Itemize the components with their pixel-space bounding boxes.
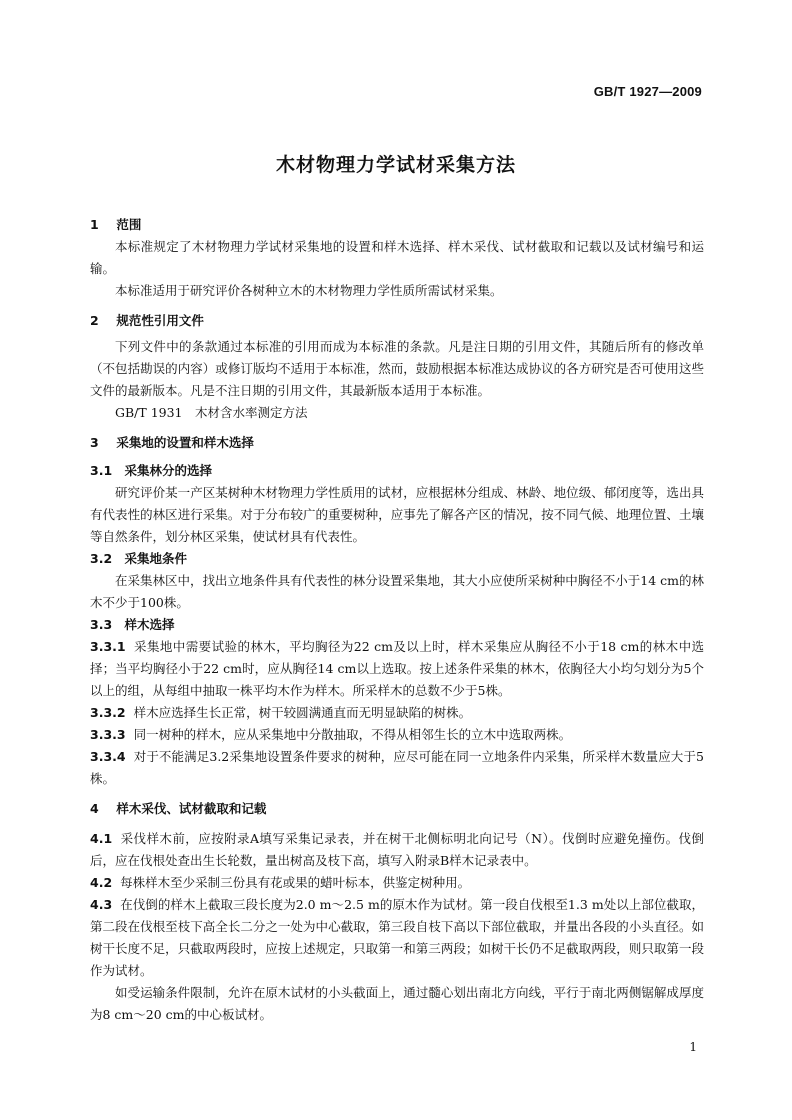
section-1-heading — [90, 214, 704, 236]
section-number: 3 — [90, 435, 99, 450]
clause-number: 4.2 — [90, 875, 113, 890]
paragraph: 本标准适用于研究评价各树种立木的木材物理力学性质所需试材采集。 — [115, 283, 503, 298]
paragraph: 本标准规定了木材物理力学试材采集地的设置和样木选择、样木采伐、试材截取和记载以及试材编号和运输。 — [90, 239, 704, 276]
reference-item: GB/T 1931 木材含水率测定方法 — [115, 405, 308, 420]
clause-3-3-4 — [90, 746, 704, 790]
section-title: 采集地的设置和样木选择 — [116, 435, 254, 450]
clause-text: 在伐倒的样木上截取三段长度为2.0 m～2.5 m的原木作为试材。第一段自伐根至1.3 m处以上部位截取，第二段在伐根至枝下高全长二分之一处为中心截取，第三段自枝下高以下部位截取，并量出各段的小头直径。如树干长度不足，只截取两段时，应按上述规定，只取第一和第三两段；如树干长仍不足截取两段，则只取第一段作为试材。 — [90, 897, 704, 978]
subsection-title: 采集地条件 — [124, 551, 188, 566]
clause-number: 3.3.2 — [90, 705, 126, 720]
subsection-number: 3.3 — [90, 617, 113, 632]
clause-text: 样木应选择生长正常，树干较圆满通直而无明显缺陷的树株。 — [133, 705, 472, 720]
subsection-title: 样木选择 — [124, 617, 175, 632]
clause-text: 采伐样木前，应按附录A填写采集记录表，并在树干北侧标明北向记号（N）。伐倒时应避免撞伤。伐倒后，应在伐根处查出生长轮数，量出树高及枝下高，填写入附录B样木记录表中。 — [90, 831, 704, 868]
subsection-3-3-heading — [90, 614, 704, 636]
standard-number: GB/T 1927—2009 — [593, 84, 702, 99]
section-number: 2 — [90, 313, 99, 328]
paragraph: 如受运输条件限制，允许在原木试材的小头截面上，通过髓心划出南北方向线，平行于南北两侧锯解成厚度为8 cm～20 cm的中心板试材。 — [90, 985, 704, 1022]
document-body — [90, 214, 704, 1026]
paragraph: 研究评价某一产区某树种木材物理力学性质用的试材，应根据林分组成、林龄、地位级、郁闭度等，选出具有代表性的林区进行采集。对于分布较广的重要树种，应事先了解各产区的情况，按不同气候、地理位置、土壤等自然条件，划分林区采集，使试材具有代表性。 — [90, 485, 704, 544]
paragraph: 下列文件中的条款通过本标准的引用而成为本标准的条款。凡是注日期的引用文件，其随后所有的修改单（不包括勘误的内容）或修订版均不适用于本标准，然而，鼓励根据本标准达成协议的各方研究是否可使用这些文件的最新版本。凡是不注日期的引用文件，其最新版本适用于本标准。 — [90, 339, 704, 398]
section-4-heading — [90, 798, 704, 820]
clause-3-3-3 — [90, 724, 704, 746]
clause-4-3 — [90, 894, 704, 982]
section-title: 范围 — [116, 217, 142, 232]
page-number: 1 — [689, 1040, 697, 1054]
section-number: 1 — [90, 217, 99, 232]
document-title: 木材物理力学试材采集方法 — [275, 154, 516, 176]
clause-number: 4.1 — [90, 831, 113, 846]
clause-text: 对于不能满足3.2采集地设置条件要求的树种，应尽可能在同一立地条件内采集，所采样木数量应大于5株。 — [90, 749, 704, 786]
subsection-number: 3.2 — [90, 551, 113, 566]
clause-number: 3.3.3 — [90, 727, 126, 742]
section-3-heading — [90, 432, 704, 454]
paragraph: 在采集林区中，找出立地条件具有代表性的林分设置采集地，其大小应使所采树种中胸径不小于14 cm的林木不少于100株。 — [90, 573, 704, 610]
clause-text: 采集地中需要试验的林木，平均胸径为22 cm及以上时，样木采集应从胸径不小于18 cm的林木中选择；当平均胸径小于22 cm时，应从胸径14 cm以上选取。按上述条件采集的林木，依胸径大小均匀划分为5个以上的组，从每组中抽取一株平均木作为样木。所采样木的总数不少于5株。 — [90, 639, 704, 698]
section-number: 4 — [90, 801, 99, 816]
clause-number: 3.3.4 — [90, 749, 126, 764]
subsection-3-2-heading — [90, 548, 704, 570]
clause-text: 每株样木至少采制三份具有花或果的蜡叶标本，供鉴定树种用。 — [120, 875, 471, 890]
subsection-3-1-heading — [90, 460, 704, 482]
clause-number: 4.3 — [90, 897, 113, 912]
section-title: 规范性引用文件 — [116, 313, 204, 328]
section-2-heading — [90, 310, 704, 332]
clause-4-2 — [90, 872, 704, 894]
clause-3-3-1 — [90, 636, 704, 702]
clause-text: 同一树种的样木，应从采集地中分散抽取，不得从相邻生长的立木中选取两株。 — [133, 727, 572, 742]
subsection-title: 采集林分的选择 — [124, 463, 213, 478]
section-title: 样木采伐、试材截取和记载 — [116, 801, 267, 816]
clause-3-3-2 — [90, 702, 704, 724]
clause-number: 3.3.1 — [90, 639, 126, 654]
clause-4-1 — [90, 828, 704, 872]
subsection-number: 3.1 — [90, 463, 113, 478]
